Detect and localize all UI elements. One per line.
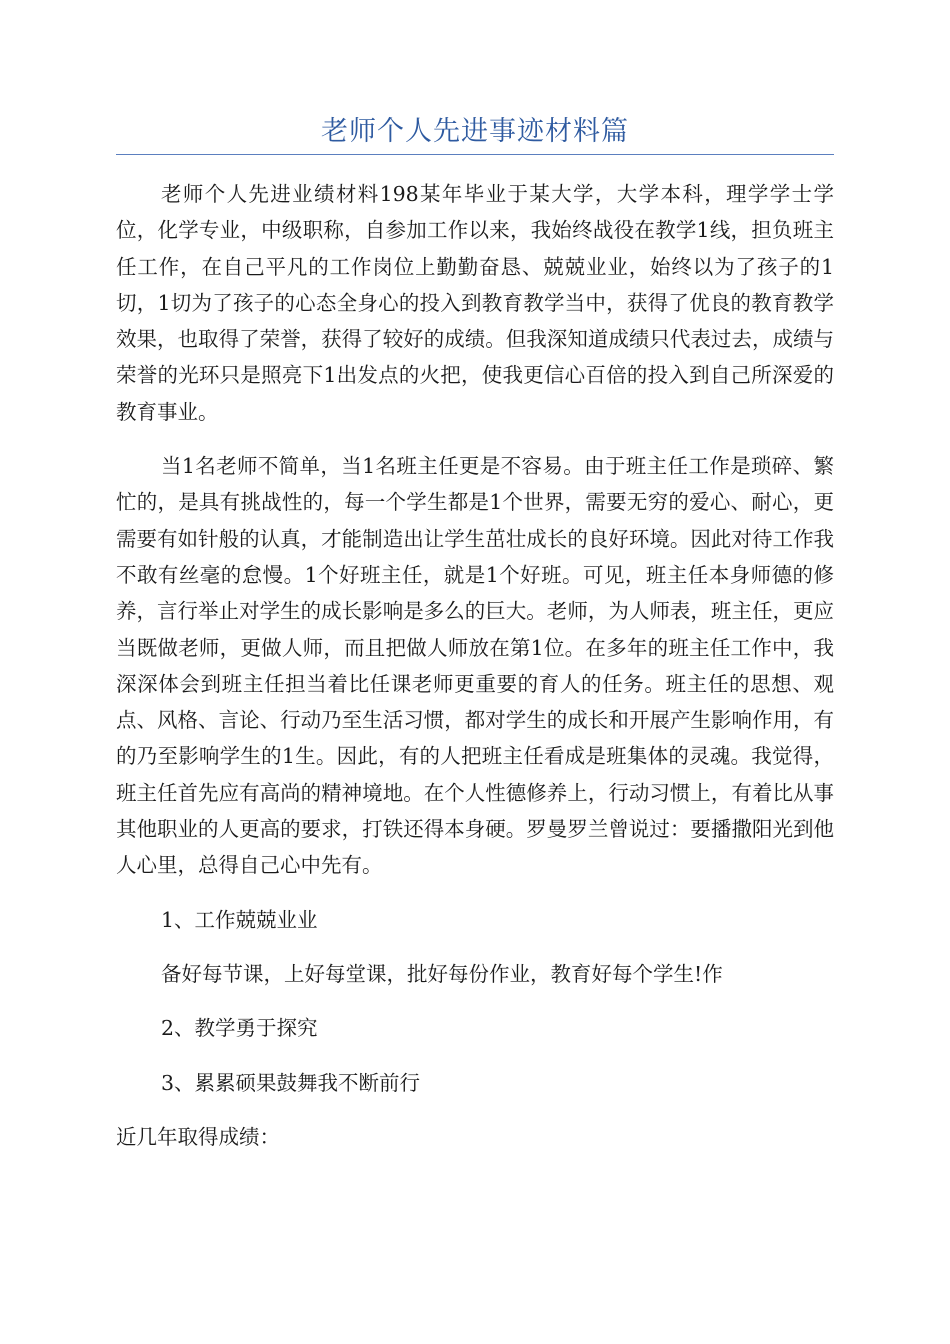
closing-line: 近几年取得成绩： xyxy=(116,1124,280,1149)
document-title: 老师个人先进事迹材料篇 xyxy=(321,116,629,147)
list-item: 3、累累硕果鼓舞我不断前行 xyxy=(161,1070,421,1095)
document-body xyxy=(116,176,834,1155)
paragraph-intro: 老师个人先进业绩材料198某年毕业于某大学，大学本科，理学学士学位，化学专业，中级职称，自参加工作以来，我始终战役在教学1线，担负班主任工作，在自己平凡的工作岗位上勤勤奋恳、兢兢业业，始终以为了孩子的1切，1切为了孩子的心态全身心的投入到教育教学当中，获得了优良的教育教学效果，也取得了荣誉，获得了较好的成绩。但我深知道成绩只代表过去，成绩与荣誉的光环只是照亮下1出发点的火把，使我更信心百倍的投入到自己所深爱的教育事业。 xyxy=(116,182,834,424)
list-item: 1、工作兢兢业业 xyxy=(161,907,318,932)
paragraph-head-teacher: 当1名老师不简单，当1名班主任更是不容易。由于班主任工作是琐碎、繁忙的，是具有挑战性的，每一个学生都是1个世界，需要无穷的爱心、耐心，更需要有如针般的认真，才能制造出让学生茁壮成长的良好环境。因此对待工作我不敢有丝毫的怠慢。1个好班主任，就是1个好班。可见，班主任本身师德的修养，言行举止对学生的成长影响是多么的巨大。老师，为人师表，班主任，更应当既做老师，更做人师，而且把做人师放在第1位。在多年的班主任工作中，我深深体会到班主任担当着比任课老师更重要的育人的任务。班主任的思想、观点、风格、言论、行动乃至生活习惯，都对学生的成长和开展产生影响作用，有的乃至影响学生的1生。因此，有的人把班主任看成是班集体的灵魂。我觉得，班主任首先应有高尚的精神境地。在个人性德修养上，行动习惯上，有着比从事其他职业的人更高的要求，打铁还得本身硬。罗曼罗兰曾说过：要播撒阳光到他人心里，总得自己心中先有。 xyxy=(116,454,834,878)
list-item: 备好每节课，上好每堂课，批好每份作业，教育好每个学生!作 xyxy=(161,961,723,986)
title-underline xyxy=(116,154,834,155)
list-item: 2、教学勇于探究 xyxy=(161,1016,318,1041)
